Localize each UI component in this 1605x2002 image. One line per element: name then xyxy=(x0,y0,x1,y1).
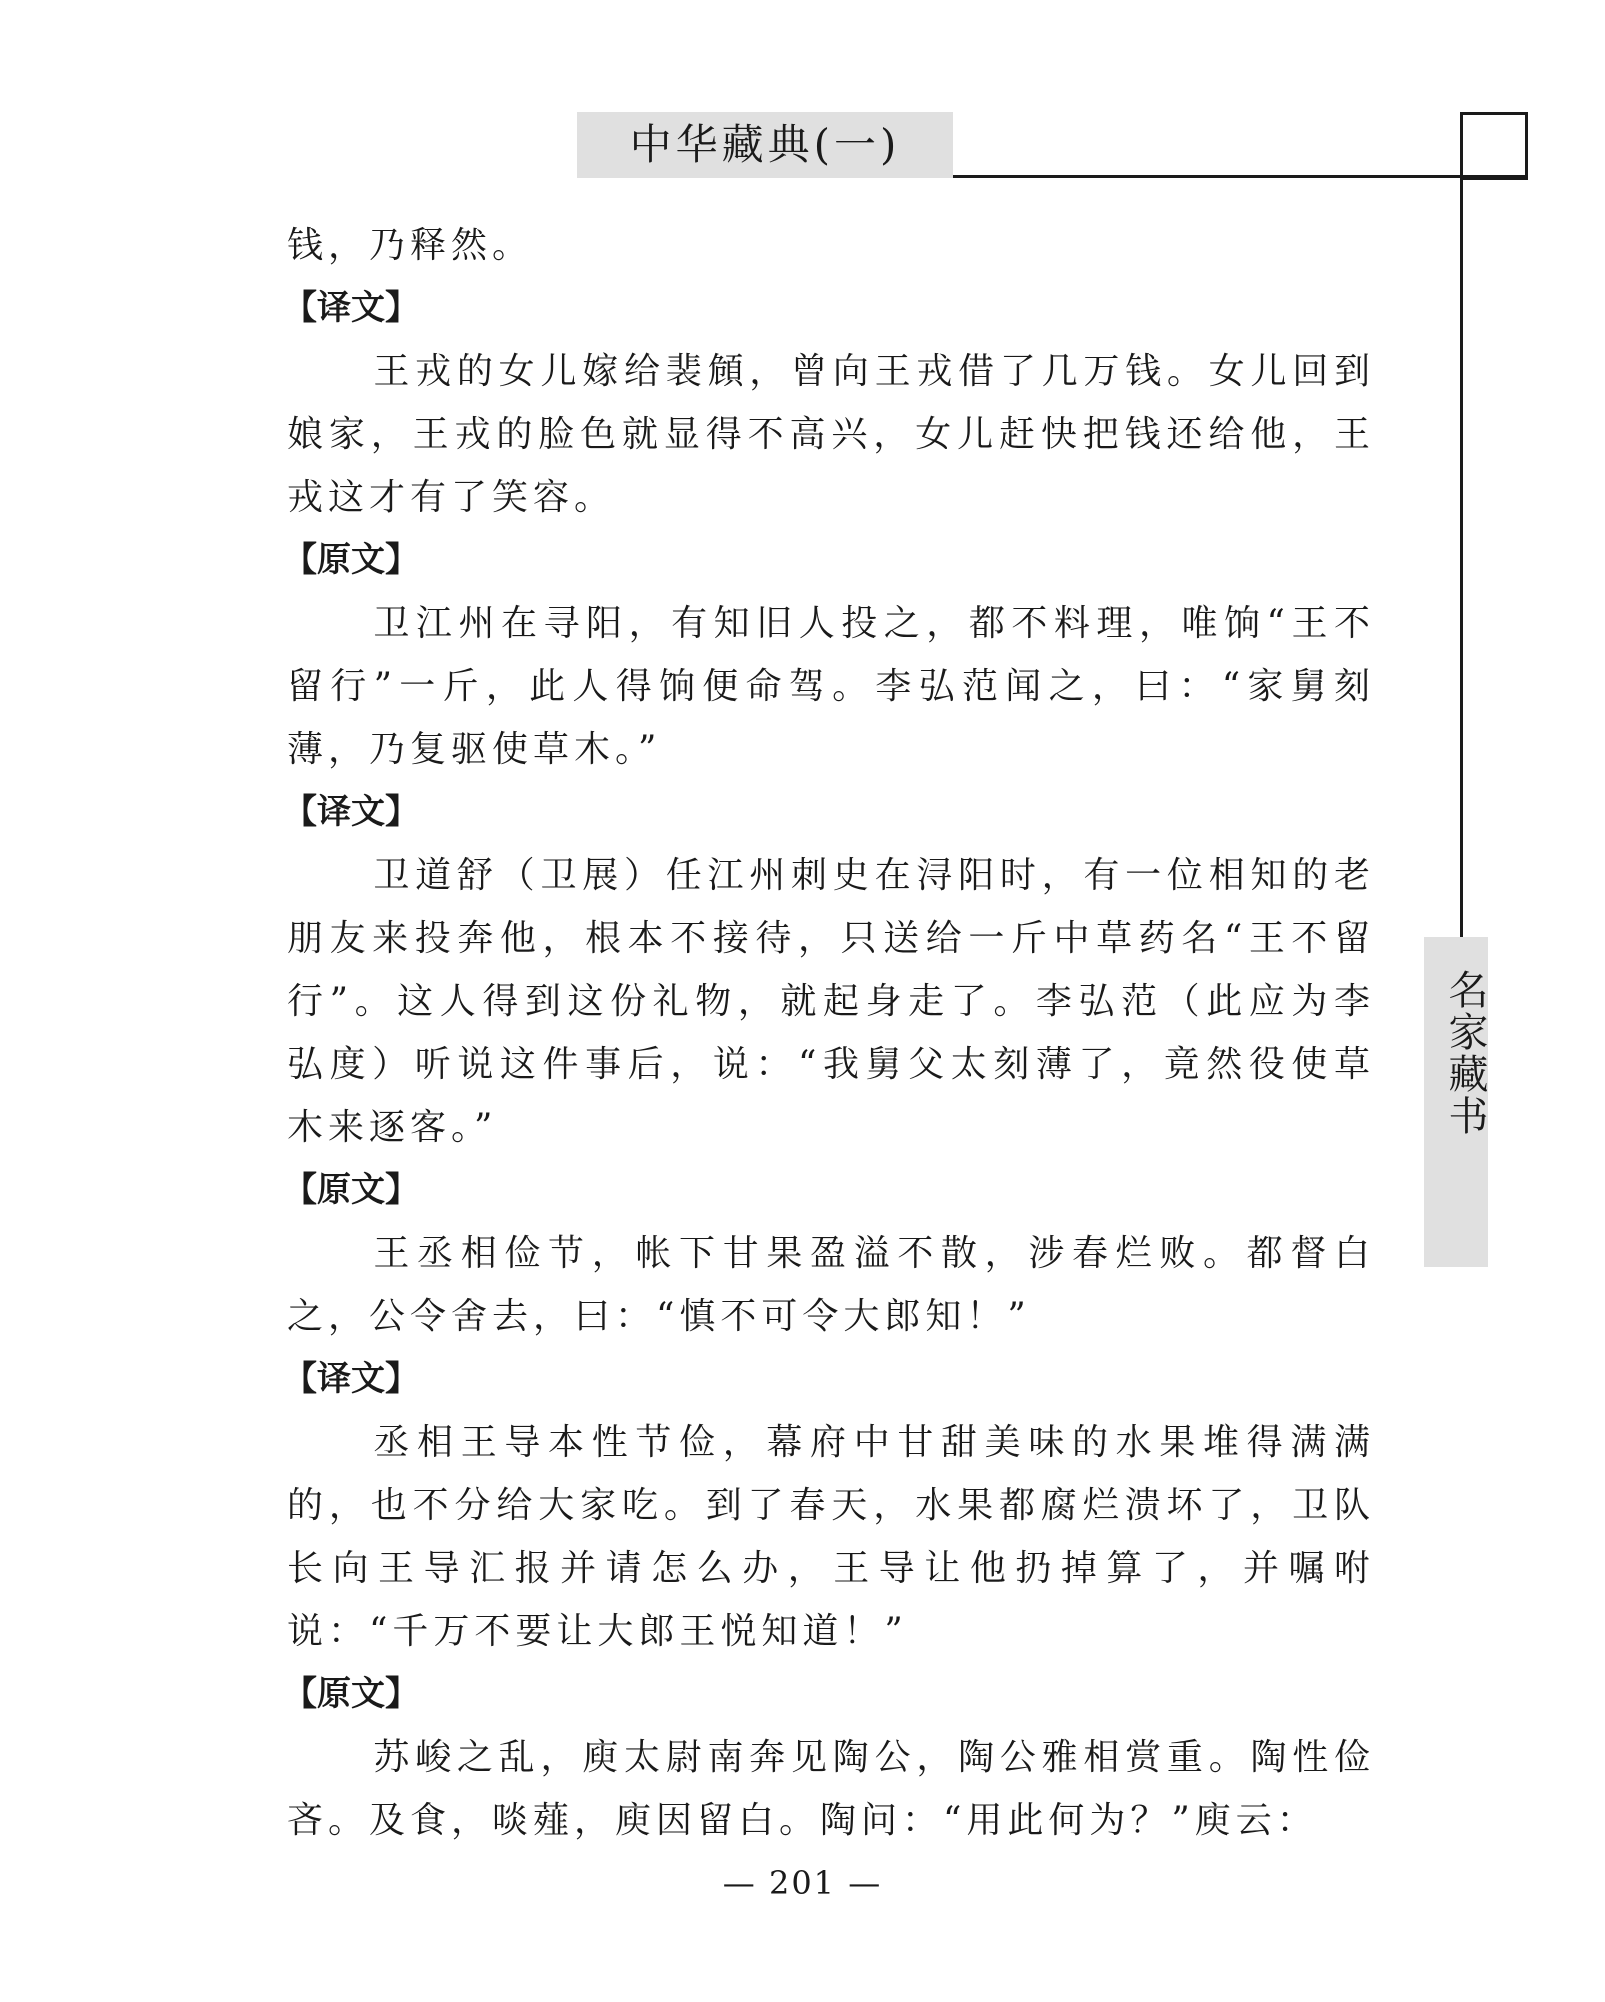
paragraph: 王丞相俭节，帐下甘果盈溢不散，涉春烂败。都督白之，公令舍去，曰：“慎不可令大郎知！” xyxy=(287,1233,1375,1337)
side-tab xyxy=(1424,937,1488,1267)
paragraph: 卫江州在寻阳，有知旧人投之，都不料理，唯饷“王不留行”一斤，此人得饷便命驾。李弘范闻之，曰：“家舅刻薄，乃复驱使草木。” xyxy=(287,603,1375,770)
header-rule xyxy=(953,175,1525,178)
page-content xyxy=(283,214,1375,1852)
side-tab-label: 名家藏书 xyxy=(1442,969,1488,1137)
section-label-original: 【原文】 xyxy=(283,1674,419,1714)
paragraph: 钱，乃释然。 xyxy=(287,225,534,266)
paragraph: 王戎的女儿嫁给裴頠，曾向王戎借了几万钱。女儿回到娘家，王戎的脸色就显得不高兴，女儿赶快把钱还给他，王戎这才有了笑容。 xyxy=(287,351,1375,518)
margin-vertical-rule xyxy=(1460,112,1463,937)
section-label-original: 【原文】 xyxy=(283,1170,419,1210)
book-title-header: 中华藏典(一) xyxy=(577,112,953,178)
section-label-original: 【原文】 xyxy=(283,540,419,580)
paragraph: 苏峻之乱，庾太尉南奔见陶公，陶公雅相赏重。陶性俭吝。及食，啖薤，庾因留白。陶问：“用此何为？”庾云： xyxy=(287,1737,1375,1841)
header-corner-box xyxy=(1460,112,1528,180)
section-label-translation: 【译文】 xyxy=(283,288,419,328)
page-number: — 201 — xyxy=(722,1864,883,1902)
section-label-translation: 【译文】 xyxy=(283,1359,419,1399)
paragraph: 丞相王导本性节俭，幕府中甘甜美味的水果堆得满满的，也不分给大家吃。到了春天，水果都腐烂溃坏了，卫队长向王导汇报并请怎么办，王导让他扔掉算了，并嘱咐说：“千万不要让大郎王悦知道！” xyxy=(287,1422,1375,1652)
paragraph: 卫道舒（卫展）任江州刺史在浔阳时，有一位相知的老朋友来投奔他，根本不接待，只送给一斤中草药名“王不留行”。这人得到这份礼物，就起身走了。李弘范（此应为李弘度）听说这件事后，说：“我舅父太刻薄了，竟然役使草木来逐客。” xyxy=(287,855,1375,1148)
section-label-translation: 【译文】 xyxy=(283,792,419,832)
